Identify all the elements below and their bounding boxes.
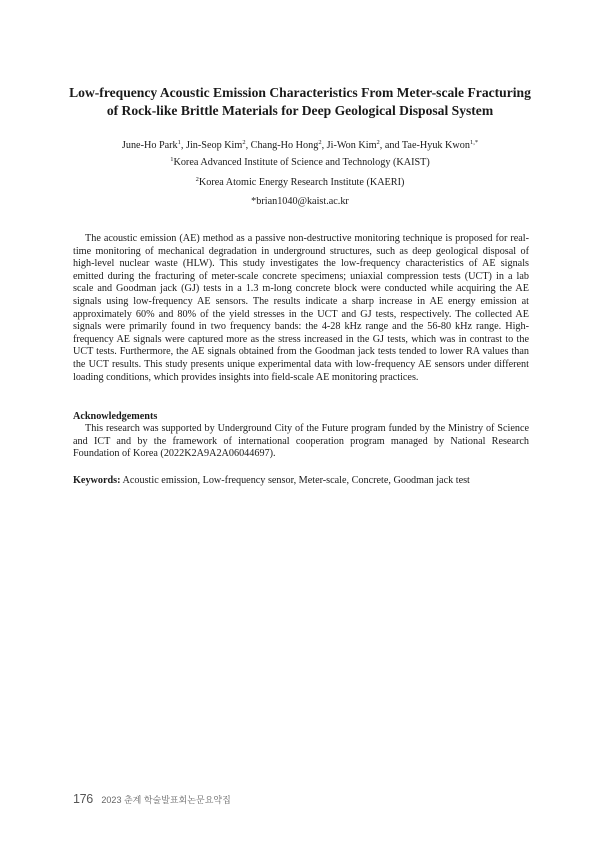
page-footer <box>73 790 231 808</box>
author-list <box>60 139 540 153</box>
keywords-line <box>73 474 529 487</box>
author-4: Ji-Won Kim$^2$, and <box>326 139 402 151</box>
proceedings-title: 2023 춘계 학술발표회논문요약집 <box>101 795 231 805</box>
author-2: Jin-Seop Kim$^2$, <box>186 139 251 151</box>
page-number: 176 <box>73 792 93 806</box>
keywords-label: Keywords: <box>73 475 121 486</box>
author-1: June-Ho Park$^1$, <box>121 139 186 151</box>
keywords-list: Acoustic emission, Low-frequency sensor, Meter-scale, Concrete, Goodman jack test <box>122 475 470 486</box>
abstract-paragraph: The acoustic emission (AE) method as a passive non-destructive monitoring technique is proposed for real-time monitoring of mechanical degradation in underground structures, such as deep geological disposal of high-level nuclear waste (HLW). This study investigates the low-frequency characteristics of AE signals emitted during the fracturing of meter-scale concrete specimens; uniaxial compression tests (UCT) in a lab scale and Goodman jack (GJ) tests in a 1.3 m-long concrete block were conducted while acquiring the AE signals using low-frequency AE sensors. The results indicate a sharp increase in AE energy emission at approximately 60% and 80% of the yield stresses in the UCT and GJ tests, respectively. The collected AE signals were primarily found in two frequency bands: the 4-28 kHz range and the 56-80 kHz range. High-frequency AE signals were captured more as the stress increased in the GJ tests, which was in contrast to the UCT tests. Furthermore, the AE signals obtained from the Goodman jack tests tended to lower RA values than the UCT results. This study presents unique experimental data with low-frequency AE sensors under different loading conditions, which provides insights into field-scale AE monitoring practices. <box>73 233 529 383</box>
author-3: Chang-Ho Hong$^2$, <box>250 139 327 151</box>
acknowledgements-paragraph: This research was supported by Underground City of the Future program funded by the Ministry of Science and ICT and by the framework of international cooperation program managed by National Research Foundation of Korea (2022K2A9A2A06044697). <box>73 423 529 460</box>
title-line-2: of Rock-like Brittle Materials for Deep Geological Disposal System <box>106 103 494 118</box>
affiliation-2: $^2$Korea Atomic Energy Research Institute (KAERI) <box>195 176 405 188</box>
author-5: Tae-Hyuk Kwon$^{1,*}$ <box>401 139 479 151</box>
affiliation-1: $^1$Korea Advanced Institute of Science and Technology (KAIST) <box>170 156 430 168</box>
title-line-1: Low-frequency Acoustic Emission Characteristics From Meter-scale Fracturing <box>69 85 531 100</box>
paper-title <box>60 84 540 120</box>
corresponding-email: *brian1040@kaist.ac.kr <box>251 196 349 207</box>
acknowledgements-heading: Acknowledgements <box>73 411 158 422</box>
